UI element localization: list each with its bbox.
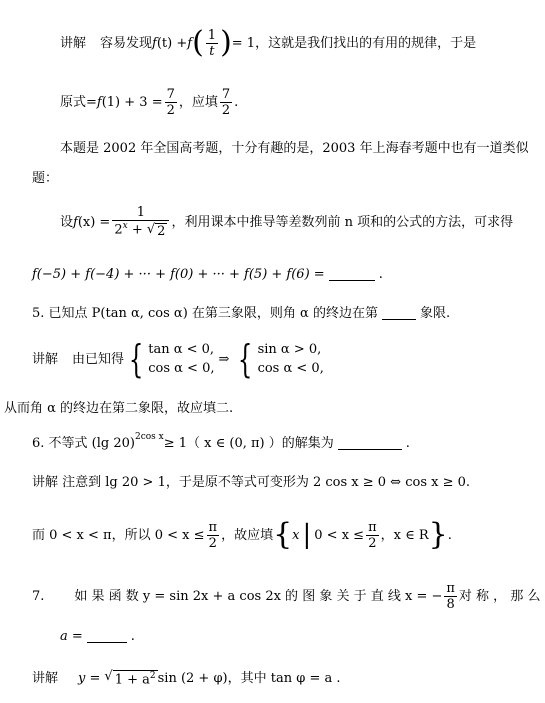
- answer-blank: [329, 268, 375, 281]
- set-bar: |: [302, 520, 312, 550]
- question-text: 5. 已知点 P(tan α, cos α) 在第三象限，则角 α 的终边在第: [32, 306, 378, 321]
- text: 而 0 < x < π，所以 0 < x ≤: [32, 527, 205, 543]
- denominator: t: [209, 43, 215, 59]
- numerator: π: [208, 519, 218, 535]
- text: sin (2 + φ)，其中 tan φ = a .: [157, 670, 341, 686]
- text: (x) =: [77, 214, 111, 230]
- left-brace: {: [273, 517, 293, 552]
- numerator: 1: [136, 205, 146, 220]
- line-13: [32, 582, 540, 611]
- line-14: [60, 630, 135, 643]
- label-jiangjie: 讲解: [32, 351, 59, 367]
- system-row: cos α < 0,: [148, 361, 215, 376]
- system-row: tan α < 0,: [148, 342, 215, 357]
- denominator: 2: [368, 535, 377, 551]
- text: .: [130, 629, 135, 644]
- den-plus: +: [127, 222, 147, 238]
- fraction-1-over-t: [206, 29, 218, 58]
- numerator: 7: [221, 87, 231, 102]
- line-11: [32, 476, 470, 489]
- text: ，应填: [178, 95, 218, 110]
- fraction-pi-8: [444, 582, 457, 611]
- question-text: 如 果 函 数 y = sin 2x + a cos 2x 的 图 象 关 于 直 线 x = −: [74, 589, 443, 604]
- numerator: π: [368, 519, 377, 535]
- right-paren: ): [220, 25, 232, 60]
- question-number: 7.: [32, 589, 45, 604]
- line-10: [32, 432, 410, 451]
- text: ≥ 1（ x ∈ (0, π) ）的解集为: [163, 436, 334, 451]
- radicand: 2: [157, 224, 166, 240]
- answer-blank: [87, 630, 127, 643]
- answer-blank: [382, 307, 416, 320]
- text: ，故应填: [221, 527, 274, 543]
- denominator: 8: [446, 597, 455, 612]
- text: (t) +: [156, 35, 188, 51]
- text: .: [234, 95, 239, 110]
- text: (1) + 3 =: [101, 95, 163, 110]
- line-8: [32, 337, 324, 381]
- exponent: 2cos x: [134, 432, 164, 442]
- text: 容易发现: [100, 35, 153, 51]
- line-1: [60, 25, 477, 60]
- f-symbol: f: [152, 35, 157, 51]
- system-row: cos α < 0,: [257, 361, 324, 376]
- line-3: [60, 142, 529, 155]
- text: .: [378, 267, 383, 282]
- label-jiangjie: 讲解: [32, 670, 59, 686]
- line-7: [32, 307, 450, 320]
- line-9: [4, 402, 233, 415]
- radicand-text: 1 + a: [114, 672, 150, 688]
- line-6: [32, 268, 383, 281]
- sqrt-symbol: √ $1 + a^2$: [104, 669, 156, 688]
- paragraph-text: 本题是 2002 年全国高考题，十分有趣的是，2003 年上海春考题中也有一道类似: [60, 141, 529, 156]
- text: .: [405, 436, 410, 451]
- fraction-pi-2: [366, 521, 379, 550]
- right-brace: }: [428, 517, 448, 552]
- denominator: 2: [208, 535, 217, 551]
- label-jiangjie: 讲解: [60, 35, 87, 51]
- numerator: 1: [207, 27, 217, 43]
- numerator: 7: [166, 87, 175, 102]
- denominator: 2: [221, 103, 231, 118]
- text: 由已知得: [72, 351, 125, 367]
- numerator: π: [446, 581, 455, 596]
- denominator: 2: [166, 103, 175, 118]
- question-text: 6. 不等式 (lg 20): [32, 436, 135, 451]
- line-5: [60, 206, 513, 238]
- text: y =: [78, 670, 101, 686]
- sqrt-symbol: √ 2: [146, 222, 166, 240]
- text: ，x ∈ R: [380, 527, 429, 543]
- text: 原式=: [60, 95, 97, 110]
- den-exponent: x: [122, 221, 128, 231]
- solution-text: 讲解 注意到 lg 20 > 1，于是原不等式可变形为 2 cos x ≥ 0 ⇔ cos x ≥ 0.: [32, 475, 471, 490]
- text: 设: [60, 214, 74, 230]
- variable: a =: [60, 629, 83, 644]
- inequality-system-1: { tan α < 0, cos α < 0,: [128, 337, 215, 381]
- exponent: 2: [149, 671, 156, 681]
- text: = 1，这就是我们找出的有用的规律，于是: [231, 35, 477, 51]
- set-variable: x: [292, 527, 300, 543]
- line-4: [32, 172, 58, 185]
- text: ，利用课本中推导等差数列前 n 项和的公式的方法，可求得: [171, 214, 514, 230]
- answer-blank: [338, 437, 402, 450]
- text: .: [447, 527, 452, 543]
- fraction-7-2: [165, 88, 177, 117]
- line-15: [32, 670, 341, 686]
- inequality-system-2: { sin α > 0, cos α < 0,: [238, 337, 324, 381]
- den-base: 2: [114, 222, 123, 238]
- left-paren: (: [192, 25, 204, 60]
- sum-expression: f(−5) + f(−4) + ··· + f(0) + ··· + f(5) + f(6) =: [32, 267, 325, 282]
- line-2: [60, 88, 238, 117]
- line-12: [32, 517, 452, 552]
- f-symbol: f: [96, 95, 102, 110]
- denominator: [112, 221, 169, 238]
- fraction-7-2: [220, 88, 232, 117]
- fraction-pi-2: [207, 521, 220, 550]
- radicand: [113, 670, 158, 686]
- paragraph-text: 从而角 α 的终边在第二象限，故应填二.: [4, 401, 234, 416]
- text: 对 称 ， 那 么: [458, 589, 541, 604]
- text: 0 < x ≤: [314, 527, 365, 543]
- f-symbol: f: [73, 214, 78, 230]
- fraction-function: [112, 206, 169, 238]
- paragraph-text: 题：: [32, 171, 59, 186]
- implies-arrow: ⇒: [218, 351, 230, 367]
- system-row: sin α > 0,: [257, 342, 322, 357]
- text: 象限.: [419, 306, 451, 321]
- f-symbol: f: [187, 35, 193, 51]
